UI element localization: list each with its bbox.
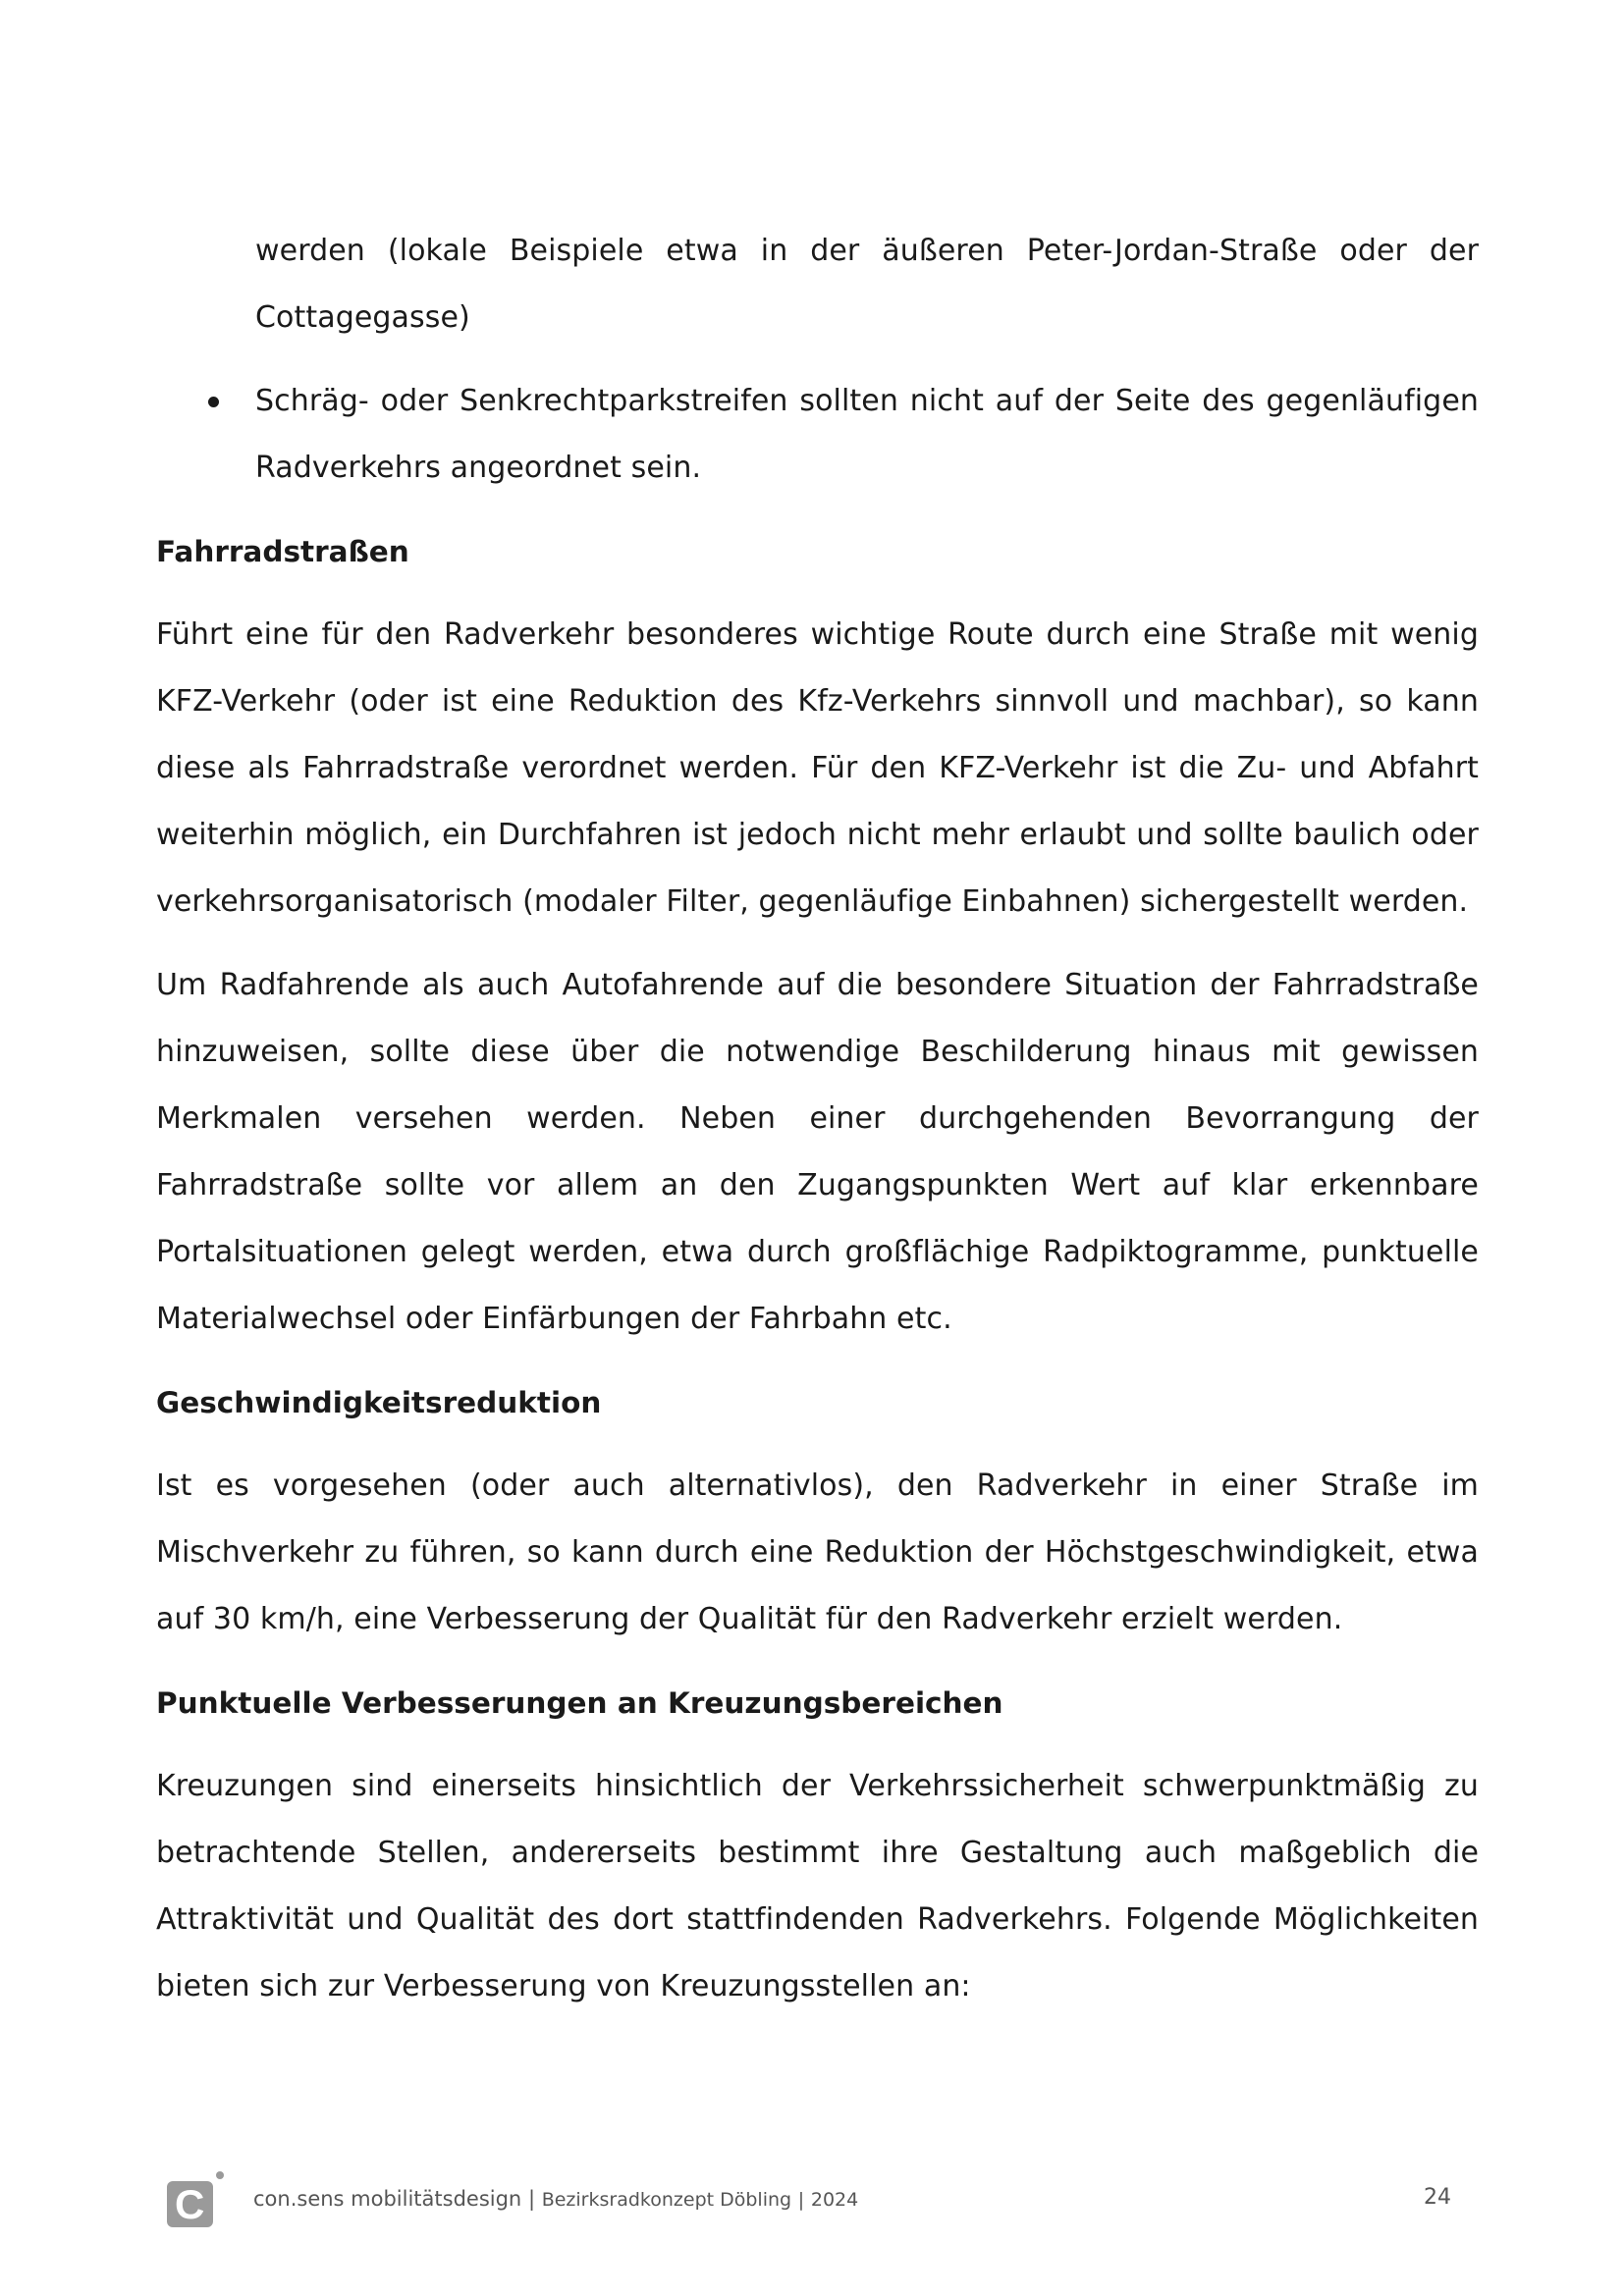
paragraph: Um Radfahrende als auch Autofahrende auf die besondere Situation der Fahrradstraße hinzuweisen, sollte diese über die notwendige Beschilderung hinaus mit gewissen Merkmalen versehen werden. Neben einer durchgehenden Bevorrangung der Fahrradstraße sollte vor allem an den Zugangspunkten Wert auf klar erkennbare Portalsituationen gelegt werden, etwa durch großflächige Radpiktogramme, punktuelle Materialwechsel oder Einfärbungen der Fahrbahn etc.: [156, 968, 1479, 1336]
footer-separator: |: [797, 2189, 805, 2211]
continuation-paragraph: werden (lokale Beispiele etwa in der äußeren Peter-Jordan-Straße oder der Cottagegasse): [255, 234, 1479, 335]
section-heading-geschwindigkeitsreduktion: Geschwindigkeitsreduktion: [156, 1386, 602, 1419]
page-content: [156, 218, 1479, 2037]
logo-dot-icon: [216, 2171, 224, 2179]
page-footer: [0, 2169, 1624, 2228]
paragraph: Führt eine für den Radverkehr besonderes wichtige Route durch eine Straße mit wenig KFZ-Verkehr (oder ist eine Reduktion des Kfz-Verkehrs sinnvoll und machbar), so kann diese als Fahrradstraße verordnet werden. Für den KFZ-Verkehr ist die Zu- und Abfahrt weiterhin möglich, ein Durchfahren ist jedoch nicht mehr erlaubt und sollte baulich oder verkehrsorganisatorisch (modaler Filter, gegenläufige Einbahnen) sichergestellt werden.: [156, 617, 1479, 919]
footer-text: [253, 2187, 858, 2211]
list-item: [156, 368, 1479, 502]
section-heading-kreuzungsbereiche: Punktuelle Verbesserungen an Kreuzungsbereichen: [156, 1686, 1003, 1720]
paragraph: Ist es vorgesehen (oder auch alternativlos), den Radverkehr in einer Straße im Mischverkehr zu führen, so kann durch eine Reduktion der Höchstgeschwindigkeit, etwa auf 30 km/h, eine Verbesserung der Qualität für den Radverkehr erzielt werden.: [156, 1468, 1479, 1636]
paragraph: Kreuzungen sind einerseits hinsichtlich der Verkehrssicherheit schwerpunktmäßig zu betrachtende Stellen, andererseits bestimmt ihre Gestaltung auch maßgeblich die Attraktivität und Qualität des dort stattfindenden Radverkehrs. Folgende Möglichkeiten bieten sich zur Verbesserung von Kreuzungsstellen an:: [156, 1769, 1479, 2003]
bullet-text: Schräg- oder Senkrechtparkstreifen sollten nicht auf der Seite des gegenläufigen Radverkehrs angeordnet sein.: [255, 384, 1479, 485]
consens-logo-icon: [167, 2181, 213, 2227]
section-heading-fahrradstrassen: Fahrradstraßen: [156, 535, 409, 568]
footer-project: Bezirksradkonzept Döbling: [541, 2189, 792, 2211]
footer-company: con.sens mobilitätsdesign: [253, 2187, 522, 2211]
page-number: 24: [1424, 2185, 1451, 2210]
logo-letter: C: [175, 2181, 205, 2227]
footer-separator: |: [527, 2187, 536, 2211]
footer-year: 2024: [810, 2189, 859, 2211]
bullet-icon: [208, 397, 219, 407]
